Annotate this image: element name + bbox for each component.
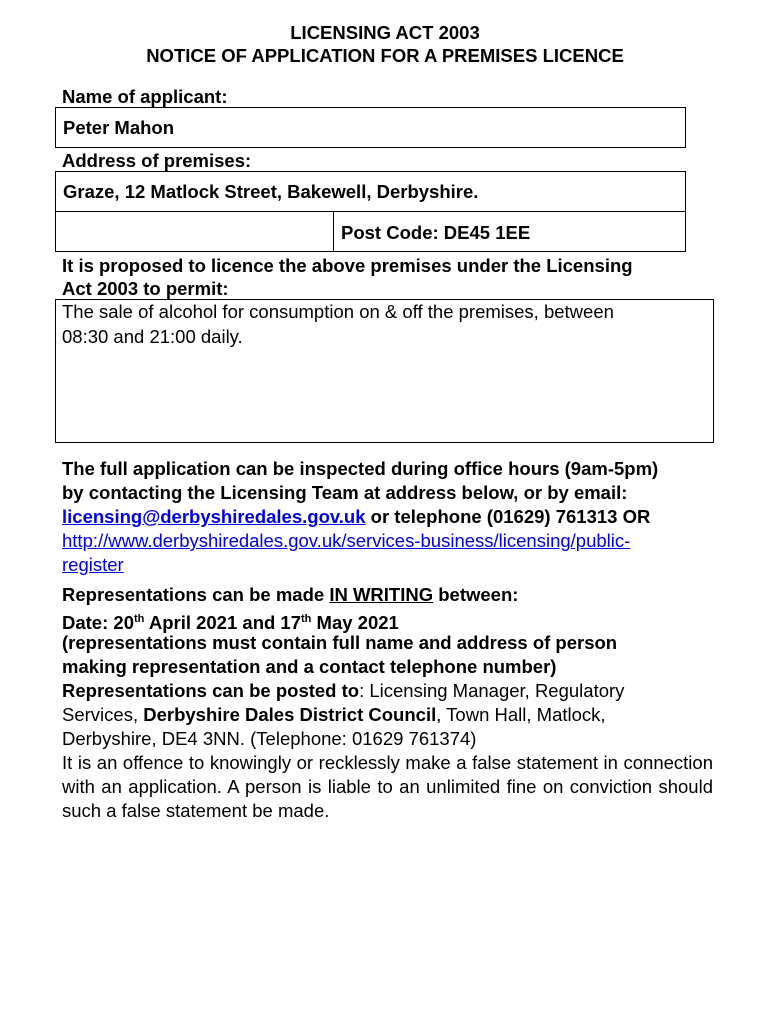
- permit-label-line2: Act 2003 to permit:: [62, 278, 229, 299]
- applicant-name: Peter Mahon: [63, 117, 175, 138]
- applicant-label: Name of applicant:: [62, 86, 228, 107]
- date-mid: April 2021 and 17: [144, 612, 302, 634]
- register-link-part2[interactable]: register: [62, 554, 124, 575]
- inspection-phone: or telephone (01629) 761313 OR: [365, 506, 651, 527]
- email-link[interactable]: licensing@derbyshiredales.gov.uk: [62, 506, 366, 527]
- permit-label-line1: It is proposed to licence the above premises under the Licensing: [62, 255, 633, 276]
- register-url-line2: [62, 553, 717, 577]
- premises-label: Address of premises:: [62, 150, 252, 171]
- inspection-line1: The full application can be inspected during office hours (9am-5pm): [62, 458, 659, 479]
- premises-col-divider: [333, 211, 334, 252]
- date-sup1: th: [133, 613, 145, 625]
- representations-intro: [62, 583, 717, 607]
- date-end: May 2021: [311, 612, 399, 634]
- posted-line1: [62, 679, 717, 703]
- posted-label: Representations can be posted to: [62, 680, 360, 701]
- representations-note-line2: making representation and a contact telephone number): [62, 656, 557, 677]
- premises-postcode: Post Code: DE45 1EE: [341, 222, 531, 243]
- premises-address: Graze, 12 Matlock Street, Bakewell, Derbyshire.: [63, 181, 479, 202]
- council-name: Derbyshire Dales District Council: [143, 704, 437, 725]
- notice-title-line1: LICENSING ACT 2003: [290, 22, 480, 43]
- reps-intro-text: Representations can be made: [62, 584, 330, 605]
- in-writing-text: IN WRITING: [329, 584, 434, 605]
- premises-row-divider: [55, 211, 686, 212]
- notice-title-line2: NOTICE OF APPLICATION FOR A PREMISES LICENCE: [146, 45, 624, 66]
- false-statement-warning: It is an offence to knowingly or recklessly make a false statement in connection with an application. A person is liable to an unlimited fine on conviction should such a false statement be made.: [62, 752, 713, 821]
- register-url-line1: [62, 529, 717, 553]
- inspection-line2: by contacting the Licensing Team at address below, or by email:: [62, 482, 628, 503]
- date-prefix: Date: 20: [62, 612, 134, 634]
- register-link-part1[interactable]: http://www.derbyshiredales.gov.uk/services-business/licensing/public-: [62, 530, 631, 551]
- posted-text2a: Services,: [62, 704, 144, 725]
- permit-text-line2: 08:30 and 21:00 daily.: [62, 326, 243, 347]
- representations-note-line1: (representations must contain full name and address of person: [62, 632, 618, 653]
- posted-line2: [62, 703, 717, 727]
- posted-text2b: , Town Hall, Matlock,: [436, 704, 606, 725]
- reps-between-text: between:: [433, 584, 519, 605]
- posted-text1: : Licensing Manager, Regulatory: [359, 680, 625, 701]
- date-sup2: th: [301, 613, 312, 625]
- posted-line3: Derbyshire, DE4 3NN. (Telephone: 01629 761374): [62, 728, 477, 749]
- permit-text-line1: The sale of alcohol for consumption on & off the premises, between: [62, 301, 614, 322]
- inspection-line3: [62, 505, 717, 529]
